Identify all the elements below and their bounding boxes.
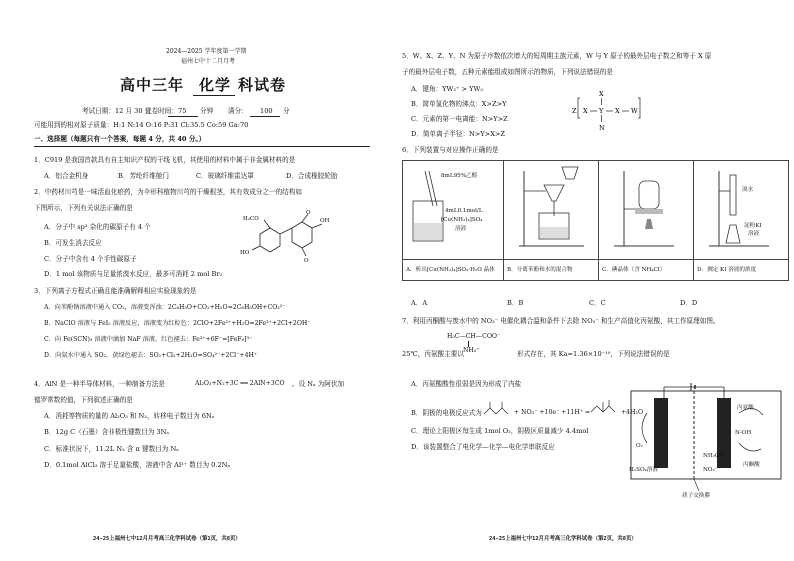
q6-apparatus-b bbox=[503, 160, 599, 260]
q7-label-h2so4: H₂SO₄溶液 bbox=[629, 467, 658, 473]
title-subject: 化学 bbox=[199, 76, 232, 94]
q5-option-a: A．键角：YW₃⁺ > YW₃ bbox=[411, 85, 483, 93]
q6-answer-d: D．D bbox=[680, 299, 698, 307]
q1-option-b: B．芳纶纤维舱门 bbox=[118, 172, 170, 180]
q6-caption-cell-c bbox=[598, 259, 694, 281]
exam-duration-unit: 分钟 bbox=[200, 107, 214, 115]
q5-struct-x2: X bbox=[615, 107, 620, 115]
q2-option-c: C．分子中含有 4 个手性碳原子 bbox=[44, 255, 137, 263]
q5-option-d: D．简单离子半径：N>Y>X>Z bbox=[411, 130, 506, 138]
q5-stem-line1: 5．W、X、Z、Y、N 为原子序数依次增大的短周期主族元素，W 与 Y 原子的最外层电子数之和等于 X 原 bbox=[402, 52, 712, 60]
q7-stem-line1: 7．利用丙酮酸与废水中的 NO₃⁻ 电催化耦合温和条件下去除 NO₃⁻ 和生产高值化丙氨酸，其工作原理如图。 bbox=[402, 317, 720, 325]
q4-option-a: A．消耗等物质的量的 Al₂O₃ 和 N₂，转移电子数目为 6Nₐ bbox=[44, 412, 215, 420]
q7-stem-line2b: 形式存在，其 Ka=1.36×10⁻¹⁰，下列说法错误的是 bbox=[517, 350, 670, 358]
q4-option-b: B．12g C（石墨）含非极性键数目为 3Nₐ bbox=[44, 428, 169, 436]
q6-answer-c: C．C bbox=[589, 299, 606, 307]
q6-a-ethanol-label: 8mL95%乙醇 bbox=[441, 173, 478, 179]
right-footer: 24-25上福州七中12月月考高三化学科试卷（第2页，共8页） bbox=[489, 536, 637, 542]
q5-struct-w: W bbox=[631, 107, 638, 115]
title-underline bbox=[193, 95, 235, 96]
q5-struct-z: Z bbox=[572, 107, 577, 115]
exam-score-value: 100 bbox=[260, 107, 273, 115]
q7-label-o2: O₂ bbox=[636, 443, 643, 449]
q7-option-b: B．阴极的电极反应式为 bbox=[411, 409, 482, 417]
q1-stem: 1．C919 是我国首款具有自主知识产权的干线飞机，其使用的材料中属于非金属材料的是 bbox=[34, 156, 296, 164]
q6-apparatus-a bbox=[402, 160, 504, 260]
q2-struct-label-o2: O bbox=[304, 258, 309, 264]
q2-struct-label-o1: O bbox=[306, 210, 311, 216]
q6-caption-d: D．测定 KI 溶液的浓度 bbox=[697, 267, 757, 273]
q6-caption-cell-a bbox=[402, 259, 504, 281]
q6-answer-b: B．B bbox=[507, 299, 524, 307]
q7-formula-bottom: NH₃⁺ bbox=[463, 347, 480, 354]
q6-apparatus-d bbox=[693, 160, 789, 260]
atomic-masses: 可能用到的相对原子质量：H:1 N:14 O:16 P:31 Cl:35.5 Co:59 Ga:70 bbox=[34, 121, 249, 129]
q4-stem-line2: 德罗常数的值，下列叙述正确的是 bbox=[34, 396, 133, 404]
q7-option-d: D．该装置整合了电化学—化学—电化学串联反应 bbox=[411, 443, 555, 451]
q5-option-b: B．简单氢化物的沸点：X>Z>Y bbox=[411, 100, 507, 108]
exam-date: 考试日期：12 月 30 日 bbox=[82, 107, 152, 115]
q2-option-b: B．可发生消去反应 bbox=[44, 239, 102, 247]
exam-score-label: 满分： bbox=[228, 107, 248, 115]
section-divider bbox=[34, 146, 370, 147]
title-part-a: 高中三年 bbox=[120, 76, 185, 94]
q7-option-b-equation: + NO₃⁻ +10e⁻ +11H⁺ = bbox=[514, 409, 591, 416]
q4-equation: Al₂O₃+N₂+3C ══ 2AlN+3CO bbox=[195, 380, 285, 387]
q5-stem-line2: 子的最外层电子数，五种元素能组成如图所示的物质，下列说法错误的是 bbox=[402, 68, 613, 76]
q6-a-solution-line2: [Cu(NH₃)₄]SO₄ bbox=[441, 217, 483, 223]
header-school: 福州七中十二月月考 bbox=[181, 58, 236, 65]
q7-label-alanine: 丙氨酸 bbox=[737, 405, 754, 411]
q5-struct-y: Y bbox=[599, 107, 604, 115]
exam-score-unit: 分 bbox=[283, 107, 290, 115]
right-page bbox=[397, 0, 794, 561]
exam-duration-value: 75 bbox=[178, 107, 187, 115]
q1-option-a: A．铝合金机身 bbox=[44, 172, 89, 180]
q1-option-d: D．合成橡胶轮胎 bbox=[286, 172, 338, 180]
q3-option-a: A．向苯酚钠溶液中通入 CO₂，溶液变浑浊：2C₆H₅O+CO₂+H₂O=2C₆H₅OH+CO₃²⁻ bbox=[44, 304, 286, 311]
q7-option-a: A．丙氨酸酸性很弱是因为形成了内盐 bbox=[411, 380, 522, 388]
q7-stem-line2a: 25℃，丙氨酸主要以 bbox=[402, 350, 464, 358]
q2-option-a: A．分子中 sp³ 杂化的碳原子有 4 个 bbox=[44, 223, 151, 231]
q3-option-d: D．向氨水中通入 SO₂，黄绿色褪去：SO₂+Cl₂+2H₂O=SO₄²⁻+2Cl⁻+4H⁺ bbox=[44, 352, 258, 359]
q6-caption-c: C．碘晶体（含 NH₄Cl） bbox=[602, 267, 666, 273]
q7-formula-top: H₃C—CH—COO⁻ bbox=[447, 333, 501, 340]
q7-option-b-end: +4H₂O bbox=[621, 409, 644, 416]
q3-stem: 3．下列离子方程式正确且能准确解释相应实验现象的是 bbox=[34, 287, 197, 295]
left-footer: 24-25上福州七中12月月考高三化学科试卷（第1页，共8页） bbox=[93, 536, 241, 542]
section-heading: 一、选择题（每题只有一个答案，每题 4 分，共 40 分。） bbox=[34, 135, 206, 143]
q6-d-bromine-label: 溴水 bbox=[742, 187, 754, 193]
q4-option-c: C．标准状况下，11.2L N₂ 含 π 键数目为 Nₐ bbox=[44, 445, 179, 453]
q6-caption-cell-b bbox=[503, 259, 599, 281]
q7-label-no3: NO₃⁻ bbox=[703, 467, 718, 473]
q2-stem-line1: 2．中药材川芎是一味活血化瘀药，为伞形科植物川芎的干燥根茎，其有效成分之一的结构如 bbox=[34, 188, 302, 196]
q6-a-solution-line1: 4mL0.1mol/L bbox=[445, 208, 483, 214]
q5-struct-x3: X bbox=[599, 90, 604, 98]
q2-struct-label-hydroxy: HO bbox=[240, 250, 250, 256]
q4-stem-part1: 4．AlN 是一种半导体材料，一种制备方法是 bbox=[34, 380, 166, 388]
q6-answer-a: A．A bbox=[411, 299, 428, 307]
q6-apparatus-c bbox=[598, 160, 694, 260]
q6-caption-a: A．析出[Cu(NH₃)₄]SO₄·H₂O 晶体 bbox=[406, 267, 495, 273]
q5-option-c: C．元素的第一电离能：N>Y>Z bbox=[411, 115, 508, 123]
q3-option-b: B．NaClO 溶液与 FeI₂ 溶液反应，溶液变为红棕色：2ClO+2Fe²⁺+H₂O=2Fe³⁺+2Cl+2OH⁻ bbox=[44, 320, 311, 327]
q2-option-d: D．1 mol 该物质与足量浓溴水反应，最多可消耗 2 mol Br₂ bbox=[44, 270, 223, 278]
q7-label-nhoh: NH₂OH bbox=[703, 453, 725, 459]
q7-label-membrane: 质子交换膜 bbox=[682, 493, 710, 499]
q6-d-ki-line2: 溶液 bbox=[748, 231, 760, 237]
q5-structure-diagram bbox=[572, 88, 672, 138]
q4-option-d: D．0.1mol AlCl₃ 溶于足量盐酸，溶液中含 Al³⁺ 数目为 0.2Nₐ bbox=[44, 461, 230, 469]
q3-option-c: C．向 Fe(SCN)₃ 溶液中滴加 NaF 溶液，红色褪去：Fe³⁺+6F⁻=[FeF₆]³⁻ bbox=[44, 336, 253, 343]
q6-caption-b: B．分离苯酚和水的混合物 bbox=[507, 267, 573, 273]
q6-stem: 6．下列装置与对应操作正确的是 bbox=[402, 146, 499, 154]
q7-option-c: C．理论上阳极区每生成 1mol O₂，阴极区质量减少 4.4mol bbox=[411, 427, 589, 435]
q5-struct-n: N bbox=[599, 124, 605, 132]
q1-option-c: C．玻璃纤维雷达罩 bbox=[196, 172, 254, 180]
q7-label-noh: N-OH bbox=[735, 430, 752, 436]
q7-label-pyruvic: 丙酮酸 bbox=[743, 462, 760, 468]
header-year: 2024—2025 学年度第一学期 bbox=[166, 48, 247, 55]
q7-option-b-alanine-structure bbox=[589, 398, 619, 416]
q6-caption-cell-d bbox=[693, 259, 789, 281]
q4-stem-part2: 。设 Nₐ 为阿伏加 bbox=[292, 380, 345, 388]
q2-stem-line2: 下图所示，下列有关说法正确的是 bbox=[34, 204, 133, 212]
q2-struct-label-oh: OH bbox=[320, 218, 330, 224]
q6-a-solution-line3: 溶液 bbox=[455, 226, 467, 232]
q6-d-ki-line1: 淀粉KI bbox=[744, 223, 762, 229]
q2-structure-diagram bbox=[240, 212, 340, 262]
duration-underline bbox=[168, 116, 198, 117]
q2-struct-label-methoxy: H₃CO bbox=[243, 216, 259, 222]
q5-struct-x1: X bbox=[583, 107, 588, 115]
title-part-b: 科试卷 bbox=[238, 76, 287, 94]
exam-duration-label: 完卷时间： bbox=[145, 107, 178, 115]
q7-option-b-pyruvate-structure bbox=[482, 400, 512, 418]
score-underline bbox=[250, 116, 280, 117]
q7-electrolysis-diagram bbox=[629, 383, 789, 498]
